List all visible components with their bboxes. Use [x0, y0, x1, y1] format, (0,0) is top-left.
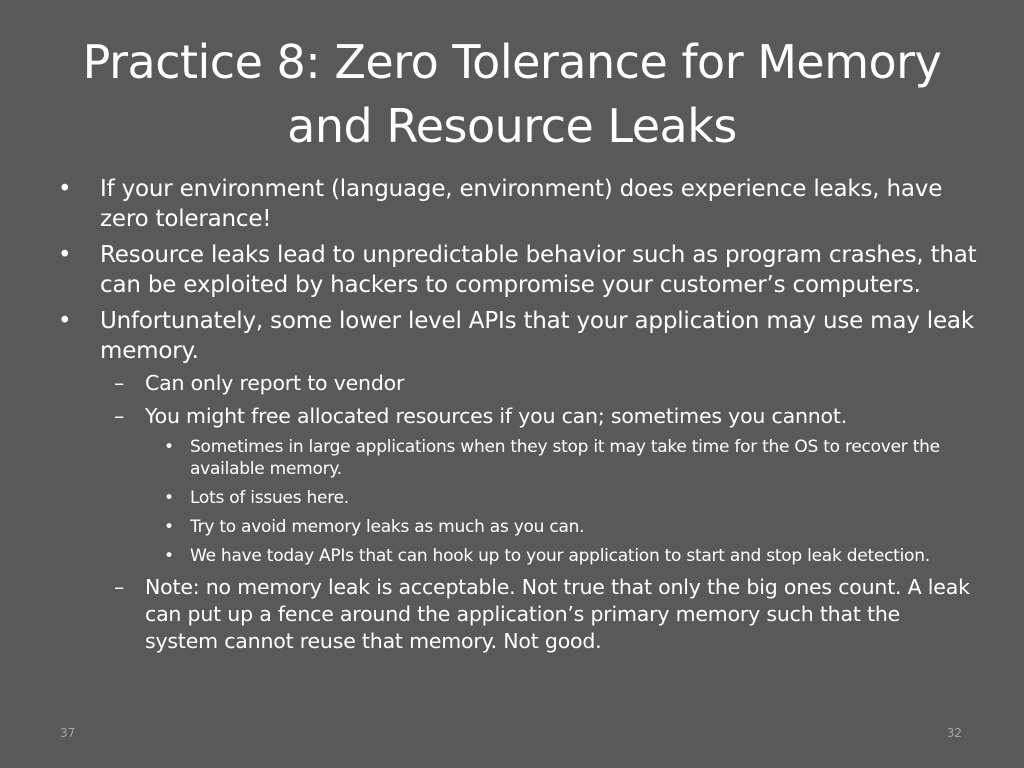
bullet-item: [58, 240, 978, 300]
sub-bullet-text: You might free allocated resources if you can; sometimes you cannot.: [145, 404, 848, 428]
title-line-1: Practice 8: Zero Tolerance for Memory: [82, 35, 942, 89]
dash-marker: –: [114, 575, 125, 599]
sub-bullet-item: [58, 403, 978, 430]
sub-bullet-list: [58, 574, 978, 655]
sub-sub-bullet-text: Sometimes in large applications when they stop it may take time for the OS to recover the available memory.: [190, 437, 940, 479]
sub-bullet-text: Note: no memory leak is acceptable. Not true that only the big ones count. A leak can put up a fence around the application’s primary memory such that the system cannot reuse that memory. Not good.: [145, 575, 970, 653]
bullet-text: Resource leaks lead to unpredictable behavior such as program crashes, that can be exploited by hackers to compromise your customer’s computers.: [100, 242, 977, 298]
bullet-marker: •: [164, 488, 174, 508]
bullet-marker: •: [58, 308, 72, 334]
bullet-marker: •: [58, 242, 72, 268]
sub-sub-bullet-text: We have today APIs that can hook up to your application to start and stop leak detection.: [190, 546, 930, 566]
sub-sub-bullet-text: Lots of issues here.: [190, 488, 349, 508]
sub-sub-bullet-item: [58, 516, 978, 538]
bullet-list: [58, 174, 978, 366]
bullet-item: [58, 174, 978, 234]
sub-sub-bullet-text: Try to avoid memory leaks as much as you can.: [190, 517, 585, 537]
slide-title: [40, 30, 984, 158]
sub-sub-bullet-list: [58, 436, 978, 567]
sub-sub-bullet-item: [58, 545, 978, 567]
sub-sub-bullet-item: [58, 436, 978, 480]
dash-marker: –: [114, 371, 125, 395]
bullet-item: [58, 306, 978, 366]
sub-bullet-text: Can only report to vendor: [145, 371, 405, 395]
sub-sub-bullet-item: [58, 487, 978, 509]
bullet-marker: •: [164, 517, 174, 537]
title-line-2: and Resource Leaks: [287, 99, 737, 153]
dash-marker: –: [114, 404, 125, 428]
sub-bullet-list: [58, 370, 978, 430]
bullet-marker: •: [58, 176, 72, 202]
sub-bullet-item: [58, 574, 978, 655]
sub-bullet-item: [58, 370, 978, 397]
slide-number-left: 37: [60, 726, 76, 740]
bullet-marker: •: [164, 437, 174, 457]
bullet-text: Unfortunately, some lower level APIs that your application may use may leak memory.: [100, 308, 974, 364]
bullet-text: If your environment (language, environment) does experience leaks, have zero tolerance!: [100, 176, 943, 232]
slide-content: [58, 174, 978, 661]
slide-number-right: 32: [946, 726, 962, 740]
bullet-marker: •: [164, 546, 174, 566]
